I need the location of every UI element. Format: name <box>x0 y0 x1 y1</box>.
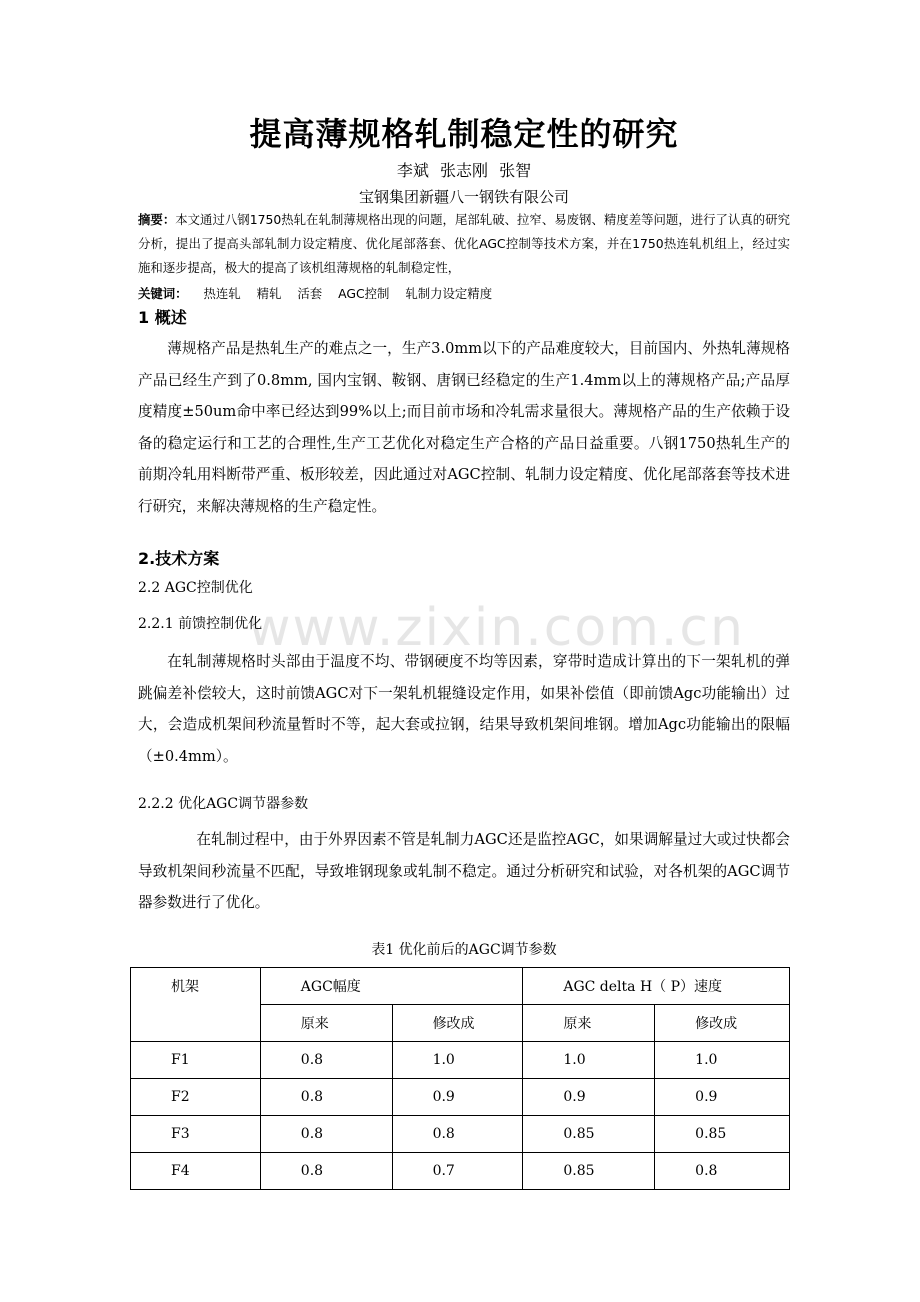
abstract-label: 摘要： <box>138 212 176 227</box>
table-cell: 0.8 <box>655 1153 790 1190</box>
watermark: www.zixin.com.cn <box>248 598 745 658</box>
keywords <box>138 282 790 306</box>
keyword: 活套 <box>297 286 323 301</box>
table-cell: 1.0 <box>392 1042 523 1079</box>
table-cell: 0.7 <box>392 1153 523 1190</box>
abstract <box>138 208 790 280</box>
table-row <box>131 1116 790 1153</box>
table-subheader-cell: 修改成 <box>655 1005 790 1042</box>
table-cell: 0.8 <box>260 1042 392 1079</box>
table-caption: 表1 优化前后的AGC调节参数 <box>371 942 557 958</box>
table-cell-stand: F1 <box>131 1042 261 1079</box>
table-header-agc-speed: AGC delta H（ P）速度 <box>523 968 790 1005</box>
table-subheader-cell: 修改成 <box>392 1005 523 1042</box>
table-cell: 0.8 <box>260 1079 392 1116</box>
section-2-2-2-paragraph: 在轧制过程中，由于外界因素不管是轧制力AGC还是监控AGC，如果调解量过大或过快都会导致机架间秒流量不匹配，导致堆钢现象或轧制不稳定。通过分析研究和试验，对各机架的AGC调节器参数进行了优化。 <box>138 831 790 911</box>
affiliation: 宝钢集团新疆八一钢铁有限公司 <box>358 188 569 206</box>
table-cell-stand: F3 <box>131 1116 261 1153</box>
table-cell: 0.85 <box>523 1116 655 1153</box>
table-subheader-cell: 原来 <box>523 1005 655 1042</box>
table-header-agc-amplitude: AGC幅度 <box>260 968 523 1005</box>
table-cell-stand: F4 <box>131 1153 261 1190</box>
table-row <box>131 1042 790 1079</box>
keyword: 轧制力设定精度 <box>405 286 493 301</box>
table-cell: 0.8 <box>392 1116 523 1153</box>
agc-parameter-table <box>130 967 790 1190</box>
table-cell: 1.0 <box>655 1042 790 1079</box>
keywords-label: 关键词： <box>138 286 188 301</box>
section-2-2-2-heading: 2.2.2 优化AGC调节器参数 <box>138 796 309 812</box>
section-2-2-1-heading: 2.2.1 前馈控制优化 <box>138 616 263 632</box>
section-2-2-heading: 2.2 AGC控制优化 <box>138 580 253 596</box>
keyword: AGC控制 <box>338 286 390 301</box>
table-cell: 1.0 <box>523 1042 655 1079</box>
authors: 李斌 张志刚 张智 <box>396 161 532 180</box>
table-cell: 0.9 <box>655 1079 790 1116</box>
table-cell: 0.9 <box>392 1079 523 1116</box>
table-cell-stand: F2 <box>131 1079 261 1116</box>
table-subheader-cell: 原来 <box>260 1005 392 1042</box>
paper-title: 提高薄规格轧制稳定性的研究 <box>249 115 679 153</box>
section-2-2-1-paragraph: 在轧制薄规格时头部由于温度不均、带钢硬度不均等因素，穿带时造成计算出的下一架轧机的弹跳偏差补偿较大，这时前馈AGC对下一架轧机辊缝设定作用，如果补偿值（即前馈Agc功能输出）过大，会造成机架间秒流量暂时不等，起大套或拉钢，结果导致机架间堆钢。增加Agc功能输出的限幅（±0.4mm）。 <box>138 653 790 765</box>
table-header-stand: 机架 <box>131 968 261 1042</box>
table-header-row <box>131 968 790 1005</box>
table-cell: 0.85 <box>655 1116 790 1153</box>
table-cell: 0.8 <box>260 1116 392 1153</box>
keyword: 精轧 <box>256 286 282 301</box>
table-cell: 0.8 <box>260 1153 392 1190</box>
table-row <box>131 1079 790 1116</box>
section-1-heading: 1 概述 <box>138 308 187 327</box>
table-cell: 0.85 <box>523 1153 655 1190</box>
table-row <box>131 1153 790 1190</box>
section-1-paragraph: 薄规格产品是热轧生产的难点之一，生产3.0mm以下的产品难度较大，目前国内、外热轧薄规格产品已经生产到了0.8mm, 国内宝钢、鞍钢、唐钢已经稳定的生产1.4mm以上的薄规格产品;产品厚度精度±50um命中率已经达到99%以上;而目前市场和冷轧需求量很大。薄规格产品的生产依赖于设备的稳定运行和工艺的合理性,生产工艺优化对稳定生产合格的产品日益重要。八钢1750热轧生产的前期冷轧用料断带严重、板形较差，因此通过对AGC控制、轧制力设定精度、优化尾部落套等技术进行研究，来解决薄规格的生产稳定性。 <box>138 340 790 515</box>
abstract-text: 本文通过八钢1750热轧在轧制薄规格出现的问题，尾部轧破、拉窄、易废钢、精度差等问题，进行了认真的研究分析，提出了提高头部轧制力设定精度、优化尾部落套、优化AGC控制等技术方案，并在1750热连轧机组上，经过实施和逐步提高，极大的提高了该机组薄规格的轧制稳定性， <box>138 212 790 275</box>
keyword: 热连轧 <box>203 286 241 301</box>
section-2-heading: 2.技术方案 <box>138 549 220 568</box>
table-cell: 0.9 <box>523 1079 655 1116</box>
